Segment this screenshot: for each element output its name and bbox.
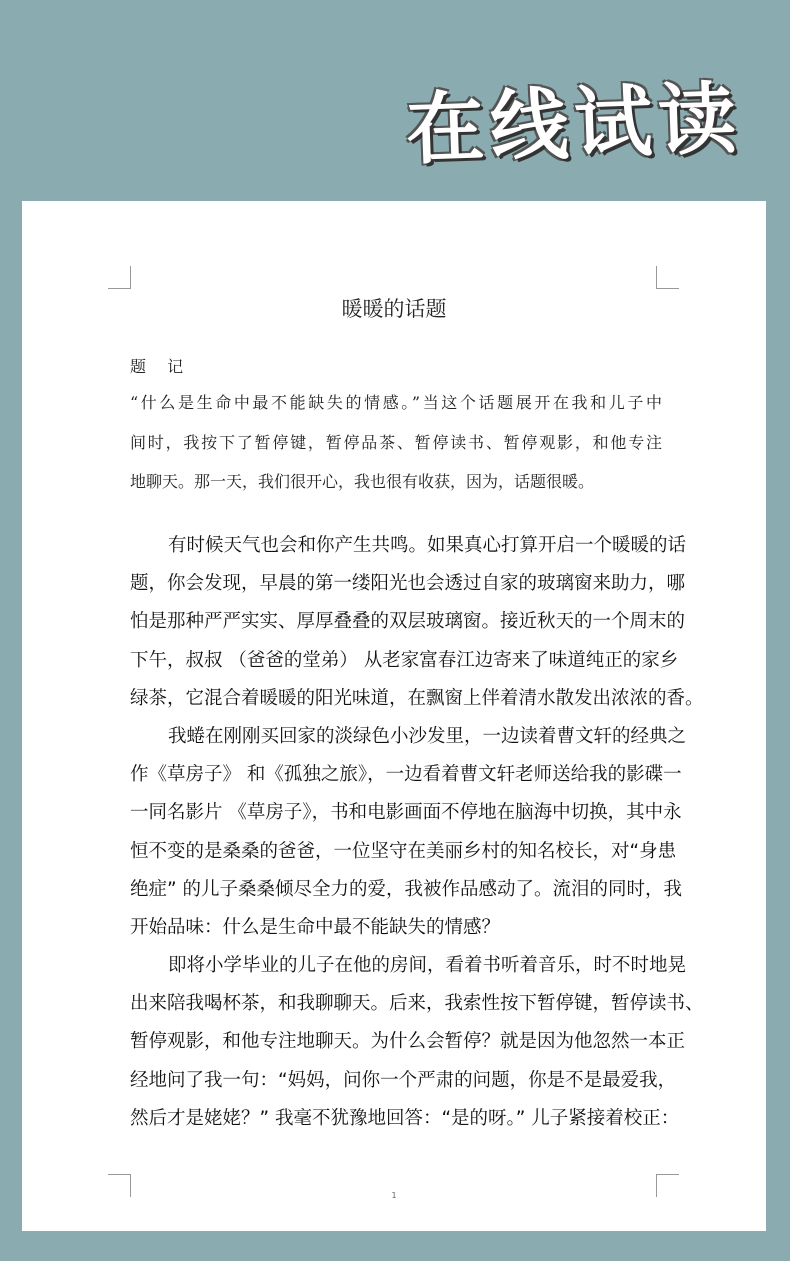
preface-line: 间时，我按下了暂停键，暂停品茶、暂停读书、暂停观影，和他专注: [130, 432, 662, 452]
paragraph-line: 下午，叔叔 （爸爸的堂弟） 从老家富春江边寄来了味道纯正的家乡: [130, 649, 679, 671]
document-title: 暖暖的话题: [341, 297, 447, 321]
crop-mark-top-left: [108, 266, 131, 289]
paragraph-line: 有时候天气也会和你产生共鸣。如果真心打算开启一个暖暖的话: [168, 535, 687, 556]
paragraph-line: 一同名影片 《草房子》，书和电影画面不停地在脑海中切换，其中永: [130, 802, 682, 824]
paragraph-line: 我蜷在刚刚买回家的淡绿色小沙发里，一边读着曹文轩的经典之: [168, 725, 687, 747]
preface-line: 地聊天。那一天，我们很开心，我也很有收获，因为，话题很暖。: [130, 472, 595, 491]
paragraph-line: 绿茶，它混合着暖暖的阳光味道，在飘窗上伴着清水散发出浓浓的香。: [130, 687, 704, 709]
paragraph-line: 开始品味：什么是生命中最不能缺失的情感？: [130, 916, 501, 938]
paragraph-line: 然后才是姥姥？” 我毫不犹豫地回答：“是的呀。” 儿子紧接着校正：: [130, 1107, 680, 1129]
paragraph: [130, 531, 704, 722]
banner-title: 在线试读: [404, 74, 744, 176]
paragraph-line: 即将小学毕业的儿子在他的房间，看着书听着音乐，时不时地晃: [168, 955, 687, 977]
paragraph: [130, 722, 687, 951]
paragraph-line: 怕是那种严严实实、厚厚叠叠的双层玻璃窗。接近秋天的一个周末的: [130, 611, 686, 633]
document-body: [130, 531, 704, 1142]
paragraph-line: 经地问了我一句：“妈妈，问你一个严肃的问题，你是不是最爱我，: [130, 1069, 677, 1091]
paragraph-line: 绝症” 的儿子桑桑倾尽全力的爱，我被作品感动了。流泪的同时，我: [130, 878, 682, 900]
paragraph-line: 出来陪我喝杯茶，和我聊聊天。后来，我索性按下暂停键，暂停读书、: [130, 993, 704, 1015]
paragraph-line: 题，你会发现，早晨的第一缕阳光也会透过自家的玻璃窗来助力，哪: [130, 573, 686, 595]
paragraph: [130, 951, 704, 1142]
paragraph-line: 恒不变的是桑桑的爸爸，一位坚守在美丽乡村的知名校长，对“身患: [130, 840, 677, 862]
paragraph-line: 作《草房子》 和《孤独之旅》，一边看着曹文轩老师送给我的影碟一: [130, 764, 682, 786]
preface-line: “什么是生命中最不能缺失的情感。”当这个话题展开在我和儿子中: [130, 393, 662, 412]
preface: [130, 354, 662, 509]
crop-mark-top-right: [656, 266, 679, 289]
paragraph-line: 暂停观影，和他专注地聊天。为什么会暂停？就是因为他忽然一本正: [130, 1031, 686, 1053]
page-number: 1: [391, 1191, 397, 1200]
preface-heading: 题 记: [130, 357, 192, 376]
document-page: [22, 201, 766, 1231]
